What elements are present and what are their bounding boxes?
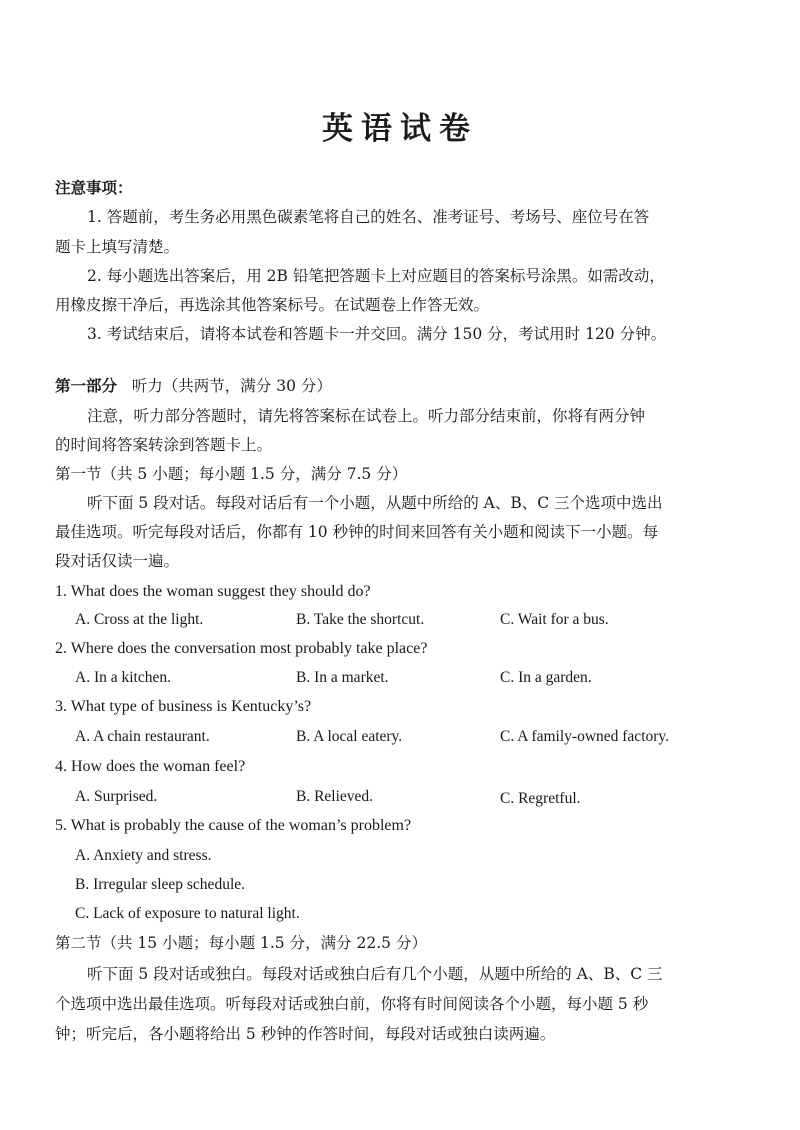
option-b: B. A local eatery. [296,728,403,745]
part1-note: 的时间将答案转涂到答题卡上。 [55,436,273,454]
option-a: A. Anxiety and stress. [75,847,212,864]
part1-heading [55,375,745,397]
section1-instructions: 听下面 5 段对话。每段对话后有一个小题，从题中所给的 A、B、C 三个选项中选出 [87,494,663,512]
part1-note: 注意，听力部分答题时，请先将答案标在试卷上。听力部分结束前，你将有两分钟 [87,407,646,425]
part1-heading-label: 第一部分 [55,376,118,395]
option-c: C. In a garden. [500,669,592,686]
question-stem: 2. Where does the conversation most probably take place? [55,640,428,657]
notice-line: 用橡皮擦干净后，再选涂其他答案标号。在试题卷上作答无效。 [55,296,490,314]
option-b: B. In a market. [296,669,389,686]
notice-line: 题卡上填写清楚。 [55,238,180,256]
section2-instructions: 听下面 5 段对话或独白。每段对话或独白后有几个小题，从题中所给的 A、B、C 三 [87,965,663,983]
notice-line: 1. 答题前，考生务必用黑色碳素笔将自己的姓名、准考证号、考场号、座位号在答 [87,208,650,226]
question-stem: 3. What type of business is Kentucky’s? [55,698,312,715]
section2-instructions: 个选项中选出最佳选项。听每段对话或独白前，你将有时间阅读各个小题，每小题 5 秒 [55,995,649,1013]
part1-heading-rest: 听力（共两节，满分 30 分） [131,377,332,395]
question-stem: 4. How does the woman feel? [55,758,246,775]
notice-line: 2. 每小题选出答案后，用 2B 铅笔把答题卡上对应题目的答案标号涂黑。如需改动， [87,267,665,285]
section2-heading: 第二节（共 15 小题；每小题 1.5 分，满分 22.5 分） [55,934,427,952]
notice-line: 3. 考试结束后，请将本试卷和答题卡一并交回。满分 150 分，考试用时 120 分钟。 [87,325,667,343]
option-c: C. Lack of exposure to natural light. [75,905,300,922]
option-b: B. Relieved. [296,788,374,805]
option-b: B. Irregular sleep schedule. [75,876,246,893]
section2-instructions: 钟；听完后，各小题将给出 5 秒钟的作答时间，每段对话或独白读两遍。 [55,1025,556,1043]
option-c: C. Regretful. [500,790,581,807]
question-stem: 1. What does the woman suggest they should do? [55,583,371,600]
section1-instructions: 最佳选项。听完每段对话后，你都有 10 秒钟的时间来回答有关小题和阅读下一小题。每 [55,523,659,541]
section1-heading: 第一节（共 5 小题；每小题 1.5 分，满分 7.5 分） [55,465,408,483]
option-c: C. Wait for a bus. [500,611,609,628]
option-c: C. A family-owned factory. [500,728,670,745]
section1-instructions: 段对话仅读一遍。 [55,552,180,570]
question-stem: 5. What is probably the cause of the woman’s problem? [55,817,412,834]
option-b: B. Take the shortcut. [296,611,425,628]
option-a: A. In a kitchen. [75,669,171,686]
option-a: A. Surprised. [75,788,158,805]
notice-heading: 注意事项： [55,178,133,197]
option-a: A. A chain restaurant. [75,728,210,745]
option-a: A. Cross at the light. [75,611,204,628]
page-title: 英语试卷 [322,111,478,147]
